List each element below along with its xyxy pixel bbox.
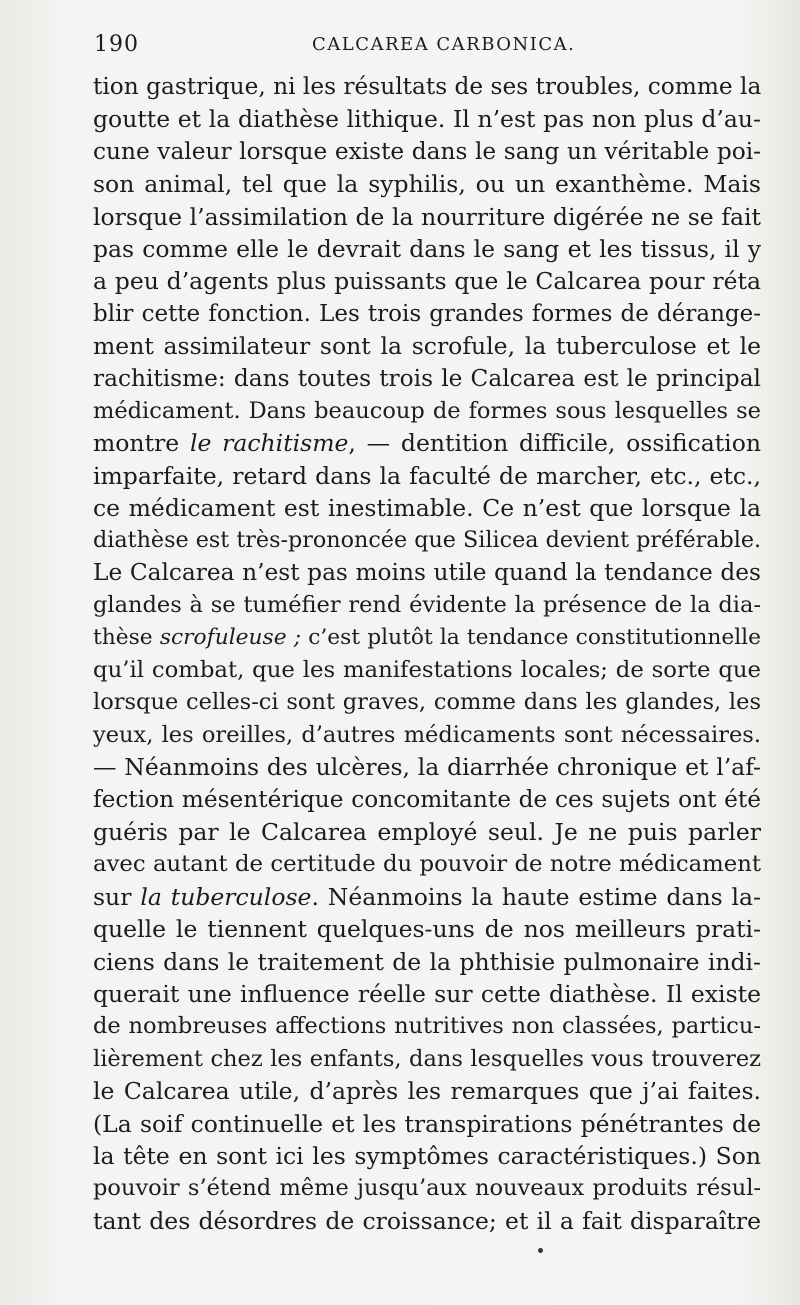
text-segment: sur [93,882,141,911]
text-line: ce médicament est inestimable. Ce n’est que lorsque la [93,494,761,523]
text-line: — Néanmoins des ulcères, la diarrhée chronique et l’af- [93,753,761,782]
text-line: fection mésentérique concomitante de ces sujets ont été [93,785,761,813]
text-line: tant des désordres de croissance; et il a fait disparaître [93,1206,761,1235]
text-line [93,622,761,654]
ink-speck [538,1248,543,1253]
page-header [94,32,754,60]
text-line: qu’il combat, que les manifestations locales; de sorte que [93,657,761,684]
text-segment: montre [93,429,190,458]
page-number: 190 [94,32,139,57]
body-text [93,71,761,1237]
italic-term: la tuberculose [140,882,312,911]
text-segment: . Néanmoins la haute estime dans la- [311,882,761,911]
text-line: rachitisme: dans toutes trois le Calcarea est le principal [93,364,761,392]
text-line [93,427,761,459]
text-segment: c’est plutôt la tendance constitutionnelle [301,624,761,650]
text-line: guéris par le Calcarea employé seul. Je ne puis parler [93,817,761,846]
text-segment: , — dentition difficile, ossification [348,429,761,458]
text-line: querait une influence réelle sur cette diathèse. Il existe [93,979,761,1008]
text-line: son animal, tel que la syphilis, ou un exanthème. Mais [93,170,761,199]
text-line [93,881,761,913]
text-line: (La soif continuelle et les transpirations pénétrantes de [93,1109,761,1138]
text-line: pouvoir s’étend même jusqu’aux nouveaux produits résul- [93,1175,761,1202]
text-line: tion gastrique, ni les résultats de ses troubles, comme la [93,73,762,100]
text-line: le Calcarea utile, d’après les remarques que j’ai faites. [93,1077,761,1106]
text-line: la tête en sont ici les symptômes caractéristiques.) Son [93,1141,761,1170]
text-line: yeux, les oreilles, d’autres médicaments sont nécessaires. [93,721,761,748]
text-line: de nombreuses affections nutritives non classées, particu- [93,1013,761,1040]
text-line: avec autant de certitude du pouvoir de notre médicament [93,851,761,878]
text-line: Le Calcarea n’est pas moins utile quand la tendance des [93,558,761,586]
text-line: pas comme elle le devrait dans le sang et les tissus, il y [93,234,761,263]
italic-term: le rachitisme [189,429,349,458]
text-line: ciens dans le traitement de la phthisie pulmonaire indi- [93,947,761,976]
running-title: CALCAREA CARBONICA. [312,34,576,55]
text-line: lièrement chez les enfants, dans lesquelles vous trouverez [93,1045,761,1072]
text-line: imparfaite, retard dans la faculté de marcher, etc., etc., [93,461,761,490]
text-line: glandes à se tuméfier rend évidente la présence de la dia- [93,592,761,619]
text-segment: thèse [93,624,160,650]
text-line: diathèse est très-prononcée que Silicea devient préférable. [93,527,762,554]
italic-term: scrofuleuse ; [159,624,302,650]
text-line: quelle le tiennent quelques-uns de nos meilleurs prati- [93,915,761,944]
text-line: médicament. Dans beaucoup de formes sous lesquelles se [93,397,761,424]
text-line: cune valeur lorsque existe dans le sang un véritable poi- [93,137,761,165]
text-line: ment assimilateur sont la scrofule, la tuberculose et le [93,332,761,361]
text-line: goutte et la diathèse lithique. Il n’est pas non plus d’au- [93,105,761,134]
text-line: lorsque l’assimilation de la nourriture digérée ne se fait [93,202,761,231]
text-line: a peu d’agents plus puissants que le Calcarea pour réta [93,267,761,296]
text-line: blir cette fonction. Les trois grandes formes de dérange- [93,300,761,327]
text-line: lorsque celles-ci sont graves, comme dans les glandes, les [93,689,761,716]
